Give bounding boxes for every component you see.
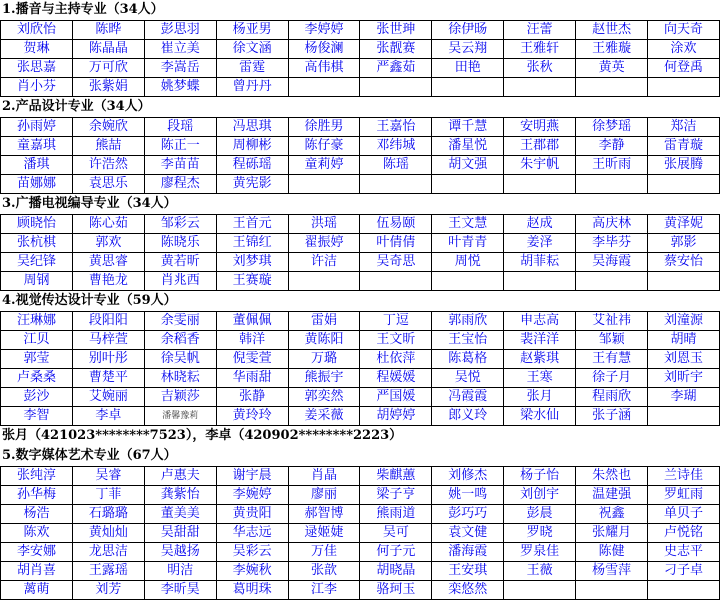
name-cell: 赵成: [504, 215, 576, 234]
name-cell: 龙思洁: [72, 543, 144, 562]
name-cell: 徐吴帆: [144, 350, 216, 369]
name-cell: 严鑫茹: [360, 59, 432, 78]
name-cell: 梁子亨: [360, 486, 432, 505]
name-cell: 吉颖莎: [144, 388, 216, 407]
name-cell: 王雅轩: [504, 40, 576, 59]
name-cell: 肖小芬: [1, 78, 73, 97]
name-cell: 王赛璇: [216, 272, 288, 291]
name-cell: 潘馨豫莉: [144, 407, 216, 426]
name-cell: 李苗苗: [144, 156, 216, 175]
table-row: [1, 118, 720, 137]
name-cell: [576, 175, 648, 194]
name-cell: 石璐璐: [72, 505, 144, 524]
name-cell: 李婷婷: [288, 21, 360, 40]
name-cell: 申志高: [504, 312, 576, 331]
name-cell: 郭影: [648, 234, 720, 253]
name-cell: [576, 272, 648, 291]
name-cell: 单贝子: [648, 505, 720, 524]
name-cell: 熊喆: [72, 137, 144, 156]
name-cell: 张子涵: [576, 407, 648, 426]
name-cell: 周钢: [1, 272, 73, 291]
name-cell: 王文慧: [432, 215, 504, 234]
name-cell: 叶倩倩: [360, 234, 432, 253]
section-2: [0, 97, 721, 194]
name-cell: 童嘉琪: [1, 137, 73, 156]
name-cell: 郭欢: [72, 234, 144, 253]
name-cell: 赵世杰: [576, 21, 648, 40]
name-cell: 杨浩: [1, 505, 73, 524]
name-cell: 史志平: [648, 543, 720, 562]
name-cell: 余稻香: [144, 331, 216, 350]
name-cell: 曹楚平: [72, 369, 144, 388]
name-cell: 徐伊旸: [432, 21, 504, 40]
name-cell: 王昕雨: [576, 156, 648, 175]
name-cell: 谢宇晨: [216, 467, 288, 486]
table-row: [1, 350, 720, 369]
name-cell: 周柳彬: [216, 137, 288, 156]
name-cell: 王宝怡: [432, 331, 504, 350]
name-cell: 柴麒蕙: [360, 467, 432, 486]
name-table: [0, 20, 720, 97]
name-cell: 张思嘉: [1, 59, 73, 78]
name-cell: 祝鑫: [576, 505, 648, 524]
name-cell: 段阳阳: [72, 312, 144, 331]
name-cell: 江贝: [1, 331, 73, 350]
name-cell: 吴越扬: [144, 543, 216, 562]
name-cell: 陈瑶: [360, 156, 432, 175]
table-row: [1, 581, 720, 600]
name-cell: 邹彩云: [144, 215, 216, 234]
name-cell: 蓠萌: [1, 581, 73, 600]
name-cell: 邹颖: [576, 331, 648, 350]
name-cell: 汪琳娜: [1, 312, 73, 331]
name-cell: 李静: [576, 137, 648, 156]
name-cell: 胡菲耘: [504, 253, 576, 272]
name-cell: 黄英: [576, 59, 648, 78]
table-row: [1, 137, 720, 156]
name-cell: [432, 78, 504, 97]
name-cell: 罗虹雨: [648, 486, 720, 505]
name-cell: 郑洁: [648, 118, 720, 137]
name-cell: [288, 272, 360, 291]
name-cell: 刘修杰: [432, 467, 504, 486]
name-cell: 张静: [216, 388, 288, 407]
name-cell: 刘恩玉: [648, 350, 720, 369]
name-cell: 别叶彤: [72, 350, 144, 369]
name-cell: 王锦红: [216, 234, 288, 253]
name-cell: 董佩佩: [216, 312, 288, 331]
table-row: [1, 312, 720, 331]
name-cell: 艾婉丽: [72, 388, 144, 407]
name-cell: 肖晶: [288, 467, 360, 486]
name-cell: 林晓耘: [144, 369, 216, 388]
name-cell: 马梓萱: [72, 331, 144, 350]
name-cell: 裴洋洋: [504, 331, 576, 350]
name-cell: 朱宇帆: [504, 156, 576, 175]
table-row: [1, 78, 720, 97]
name-cell: 陈晶晶: [72, 40, 144, 59]
name-cell: 逯姬婕: [288, 524, 360, 543]
name-cell: 李安娜: [1, 543, 73, 562]
name-cell: 袁文健: [432, 524, 504, 543]
name-cell: 卢悦铭: [648, 524, 720, 543]
name-cell: 刁子卓: [648, 562, 720, 581]
name-cell: 温建强: [576, 486, 648, 505]
name-cell: [648, 581, 720, 600]
name-cell: 潘星悦: [432, 137, 504, 156]
name-cell: 杜依萍: [360, 350, 432, 369]
section-1: [0, 0, 721, 97]
name-cell: [360, 175, 432, 194]
name-cell: 黄若昕: [144, 253, 216, 272]
name-cell: 张月: [504, 388, 576, 407]
name-cell: 姜采薇: [288, 407, 360, 426]
name-cell: 刘昕宇: [648, 369, 720, 388]
name-cell: 葛明珠: [216, 581, 288, 600]
section-4: [0, 291, 721, 426]
name-cell: 王首元: [216, 215, 288, 234]
name-cell: 王薇: [504, 562, 576, 581]
table-row: [1, 562, 720, 581]
name-cell: 吴悦: [432, 369, 504, 388]
name-cell: 田艳: [432, 59, 504, 78]
table-row: [1, 253, 720, 272]
name-cell: 陈葛格: [432, 350, 504, 369]
name-cell: 冯思琪: [216, 118, 288, 137]
name-cell: 熊雨道: [360, 505, 432, 524]
table-row: [1, 59, 720, 78]
name-cell: 华志远: [216, 524, 288, 543]
name-cell: 黄灿灿: [72, 524, 144, 543]
name-cell: 刘潼源: [648, 312, 720, 331]
name-cell: 邓纬城: [360, 137, 432, 156]
name-cell: 徐胜男: [288, 118, 360, 137]
name-cell: 刘梦琪: [216, 253, 288, 272]
name-cell: 黄贵阳: [216, 505, 288, 524]
name-cell: [648, 407, 720, 426]
id-note: 张月（421023********7523），李卓（420902********2223）: [2, 428, 403, 443]
name-cell: 吴奇思: [360, 253, 432, 272]
section-title: 1.播音与主持专业（34人）: [2, 2, 164, 17]
name-cell: 彭晨: [504, 505, 576, 524]
name-cell: 王文昕: [360, 331, 432, 350]
name-cell: 龚紫怡: [144, 486, 216, 505]
name-cell: 孙华梅: [1, 486, 73, 505]
name-cell: 倪雯萱: [216, 350, 288, 369]
name-cell: 彭巧巧: [432, 505, 504, 524]
name-cell: 潘海霞: [432, 543, 504, 562]
name-cell: 华雨甜: [216, 369, 288, 388]
name-cell: 李昕昊: [144, 581, 216, 600]
name-cell: 高伟棋: [288, 59, 360, 78]
name-cell: 郭莹: [1, 350, 73, 369]
table-row: [1, 156, 720, 175]
name-cell: 陈仔豪: [288, 137, 360, 156]
name-cell: 胡晴: [648, 331, 720, 350]
name-cell: 王郡郡: [504, 137, 576, 156]
name-cell: 黄思睿: [72, 253, 144, 272]
name-cell: [360, 272, 432, 291]
name-cell: 苗娜娜: [1, 175, 73, 194]
section-title: 4.视觉传达设计专业（59人）: [2, 293, 177, 308]
name-cell: 徐文涵: [216, 40, 288, 59]
name-cell: 万可欣: [72, 59, 144, 78]
name-cell: 万璐: [288, 350, 360, 369]
name-cell: 余雯丽: [144, 312, 216, 331]
name-cell: 韩洋: [216, 331, 288, 350]
name-cell: 梁水仙: [504, 407, 576, 426]
name-cell: 胡文强: [432, 156, 504, 175]
name-cell: 李婉秋: [216, 562, 288, 581]
name-cell: 王露瑶: [72, 562, 144, 581]
name-cell: 王安琪: [432, 562, 504, 581]
name-cell: 伍易颐: [360, 215, 432, 234]
name-cell: 兰诗佳: [648, 467, 720, 486]
name-cell: 李嵩岳: [144, 59, 216, 78]
name-cell: 郭雨欣: [432, 312, 504, 331]
table-row: [1, 388, 720, 407]
name-cell: 向天奇: [648, 21, 720, 40]
name-cell: 李瑚: [648, 388, 720, 407]
name-cell: 陈晔: [72, 21, 144, 40]
name-cell: 张耀月: [576, 524, 648, 543]
table-row: [1, 215, 720, 234]
name-cell: [504, 78, 576, 97]
name-cell: 吴彩云: [216, 543, 288, 562]
name-cell: 高庆林: [576, 215, 648, 234]
name-cell: [504, 581, 576, 600]
name-cell: 徐子月: [576, 369, 648, 388]
name-cell: [432, 175, 504, 194]
name-cell: [648, 175, 720, 194]
name-table: [0, 311, 720, 426]
name-cell: 严国媛: [360, 388, 432, 407]
table-row: [1, 543, 720, 562]
name-cell: 罗晓: [504, 524, 576, 543]
table-row: [1, 272, 720, 291]
table-row: [1, 40, 720, 59]
name-cell: 卢惠夫: [144, 467, 216, 486]
section-3: [0, 194, 721, 291]
name-cell: 杨子怡: [504, 467, 576, 486]
name-cell: [504, 175, 576, 194]
name-cell: 杨亚男: [216, 21, 288, 40]
name-cell: 骆珂玉: [360, 581, 432, 600]
name-cell: 曾丹丹: [216, 78, 288, 97]
name-cell: 王嘉怡: [360, 118, 432, 137]
name-cell: 朱然也: [576, 467, 648, 486]
name-cell: 王雅璇: [576, 40, 648, 59]
name-cell: 周悦: [432, 253, 504, 272]
name-cell: 袁思乐: [72, 175, 144, 194]
name-cell: 徐梦瑶: [576, 118, 648, 137]
name-cell: 陈晓乐: [144, 234, 216, 253]
name-cell: 吴海霞: [576, 253, 648, 272]
table-row: [1, 407, 720, 426]
name-cell: 张纯淳: [1, 467, 73, 486]
name-cell: 丁菲: [72, 486, 144, 505]
name-cell: 胡晓晶: [360, 562, 432, 581]
name-cell: 吴纪锋: [1, 253, 73, 272]
name-cell: 郎义玲: [432, 407, 504, 426]
name-cell: 涂欢: [648, 40, 720, 59]
name-cell: 黄陈阳: [288, 331, 360, 350]
name-cell: 雷娟: [288, 312, 360, 331]
name-cell: 艾祉祎: [576, 312, 648, 331]
name-cell: 张世珅: [360, 21, 432, 40]
name-table: [0, 466, 720, 600]
name-cell: 罗泉佳: [504, 543, 576, 562]
table-row: [1, 369, 720, 388]
name-cell: 许洁: [288, 253, 360, 272]
name-cell: 李婉婷: [216, 486, 288, 505]
name-cell: 陈心茹: [72, 215, 144, 234]
name-cell: [504, 272, 576, 291]
name-cell: 崔立美: [144, 40, 216, 59]
name-cell: 刘芳: [72, 581, 144, 600]
name-cell: 郝智博: [288, 505, 360, 524]
name-cell: 胡婷婷: [360, 407, 432, 426]
name-cell: 吴云翔: [432, 40, 504, 59]
name-cell: 姚梦蝶: [144, 78, 216, 97]
name-cell: 姜泽: [504, 234, 576, 253]
name-cell: 翟振婷: [288, 234, 360, 253]
name-cell: 廖丽: [288, 486, 360, 505]
name-cell: 童莉婷: [288, 156, 360, 175]
section-title: 3.广播电视编导专业（34人）: [2, 196, 177, 211]
section-title: 5.数字媒体艺术专业（67人）: [2, 448, 177, 463]
name-cell: 明洁: [144, 562, 216, 581]
name-cell: 潘琪: [1, 156, 73, 175]
table-row: [1, 21, 720, 40]
name-cell: 张秋: [504, 59, 576, 78]
name-cell: 雷青璇: [648, 137, 720, 156]
name-table: [0, 214, 720, 291]
name-cell: 黄宪影: [216, 175, 288, 194]
name-cell: [288, 78, 360, 97]
name-cell: 谭千慧: [432, 118, 504, 137]
name-cell: 余婉欣: [72, 118, 144, 137]
name-cell: 张展腾: [648, 156, 720, 175]
name-cell: [360, 78, 432, 97]
name-cell: 段瑶: [144, 118, 216, 137]
name-cell: 肖兆西: [144, 272, 216, 291]
name-cell: 程媛媛: [360, 369, 432, 388]
name-cell: [648, 272, 720, 291]
table-row: [1, 175, 720, 194]
table-row: [1, 467, 720, 486]
name-cell: 何子元: [360, 543, 432, 562]
name-cell: 孙雨婷: [1, 118, 73, 137]
table-row: [1, 505, 720, 524]
name-cell: 刘创宇: [504, 486, 576, 505]
name-cell: 冯霞霞: [432, 388, 504, 407]
name-cell: [288, 175, 360, 194]
name-cell: 洪瑶: [288, 215, 360, 234]
name-cell: 吴可: [360, 524, 432, 543]
name-cell: 王有慧: [576, 350, 648, 369]
name-cell: 黄泽妮: [648, 215, 720, 234]
name-cell: 程雨欣: [576, 388, 648, 407]
name-cell: 吴甜甜: [144, 524, 216, 543]
name-cell: 熊振宇: [288, 369, 360, 388]
name-cell: 黄玲玲: [216, 407, 288, 426]
name-cell: 许浩然: [72, 156, 144, 175]
name-cell: 廖程杰: [144, 175, 216, 194]
name-cell: 贺琳: [1, 40, 73, 59]
table-row: [1, 486, 720, 505]
name-cell: 刘欣怡: [1, 21, 73, 40]
name-cell: [576, 78, 648, 97]
name-cell: 董美美: [144, 505, 216, 524]
name-cell: 丁逗: [360, 312, 432, 331]
name-cell: 彭沙: [1, 388, 73, 407]
name-cell: 张歆: [288, 562, 360, 581]
name-cell: 叶青青: [432, 234, 504, 253]
name-cell: 陈正一: [144, 137, 216, 156]
name-cell: 雷霆: [216, 59, 288, 78]
name-cell: 李智: [1, 407, 73, 426]
name-cell: 赵紫琪: [504, 350, 576, 369]
name-cell: 陈欢: [1, 524, 73, 543]
table-row: [1, 524, 720, 543]
name-cell: 王寒: [504, 369, 576, 388]
name-cell: 杨俊澜: [288, 40, 360, 59]
name-cell: 张靓赛: [360, 40, 432, 59]
name-cell: 胡肖喜: [1, 562, 73, 581]
name-cell: 何登禹: [648, 59, 720, 78]
name-cell: 蔡安怡: [648, 253, 720, 272]
name-cell: 曹艳龙: [72, 272, 144, 291]
name-cell: 姚一鸣: [432, 486, 504, 505]
name-cell: 张紫娟: [72, 78, 144, 97]
name-cell: 顾晓怡: [1, 215, 73, 234]
name-cell: 陈健: [576, 543, 648, 562]
section-5: [0, 446, 721, 600]
name-cell: 张杭棋: [1, 234, 73, 253]
name-cell: 吴睿: [72, 467, 144, 486]
name-cell: [576, 581, 648, 600]
name-cell: 栾悠然: [432, 581, 504, 600]
name-cell: 郭奕然: [288, 388, 360, 407]
name-table: [0, 117, 720, 194]
section-title: 2.产品设计专业（34人）: [2, 99, 151, 114]
table-row: [1, 234, 720, 253]
name-cell: 安明燕: [504, 118, 576, 137]
name-cell: [648, 78, 720, 97]
name-cell: 程砾瑶: [216, 156, 288, 175]
name-cell: 彭思羽: [144, 21, 216, 40]
name-cell: 李卓: [72, 407, 144, 426]
name-cell: 万佳: [288, 543, 360, 562]
table-row: [1, 331, 720, 350]
name-cell: 李毕芬: [576, 234, 648, 253]
name-cell: 江李: [288, 581, 360, 600]
name-cell: [432, 272, 504, 291]
name-cell: 杨雪萍: [576, 562, 648, 581]
name-cell: 汪蕾: [504, 21, 576, 40]
name-cell: 卢桑桑: [1, 369, 73, 388]
